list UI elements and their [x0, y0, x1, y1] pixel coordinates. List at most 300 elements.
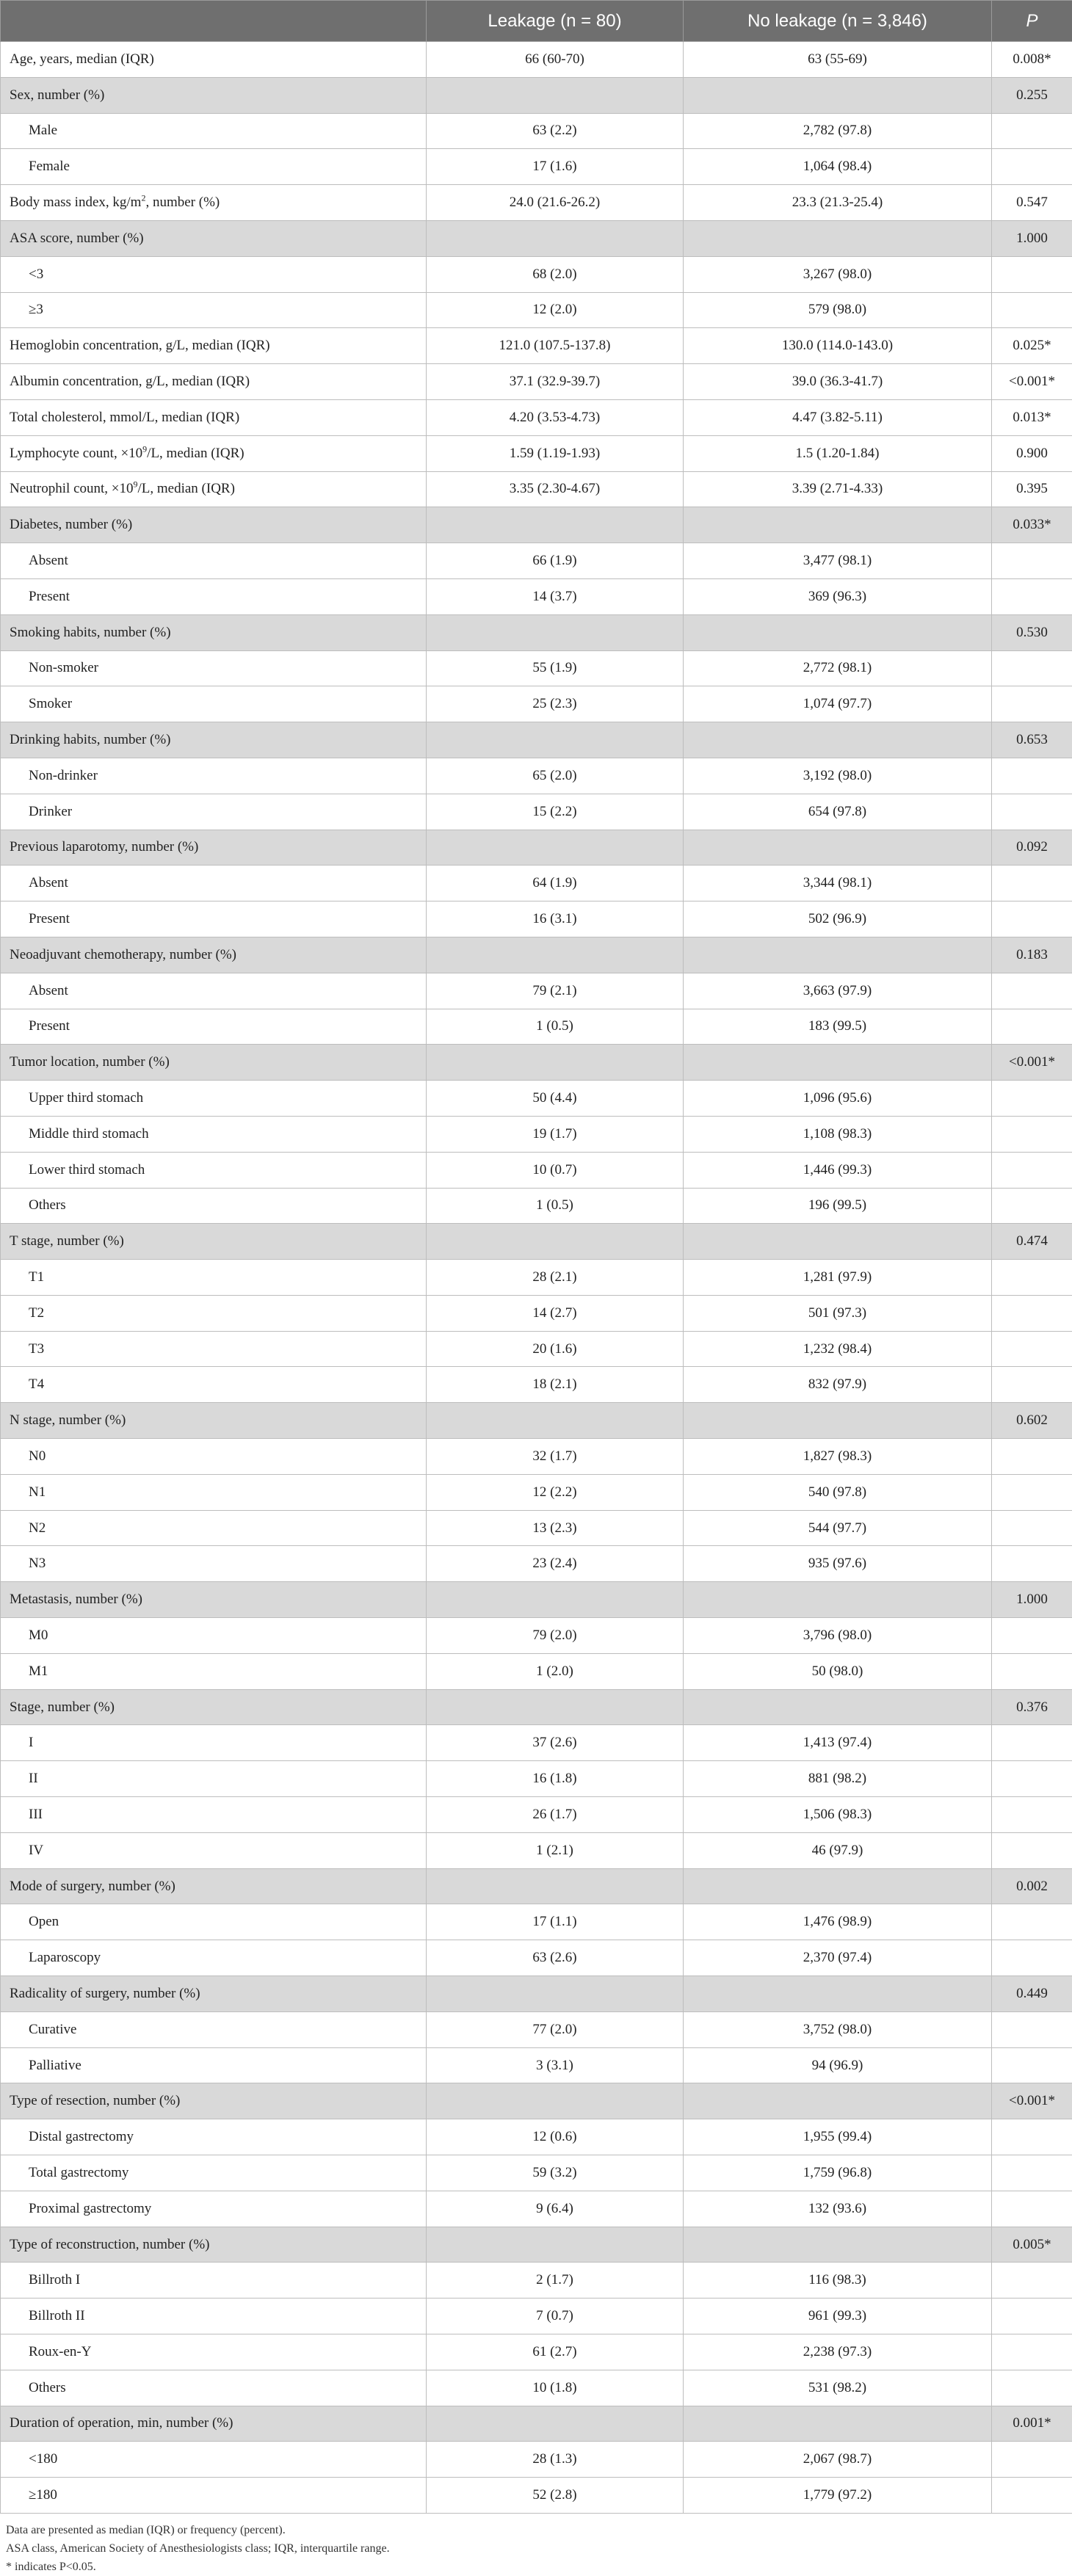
cell-p-value [992, 2334, 1072, 2370]
table-row [1, 1904, 1072, 1940]
row-label: Neoadjuvant chemotherapy, number (%) [1, 937, 427, 973]
cell-leakage: 28 (2.1) [427, 1260, 684, 1296]
table-section-row [1, 77, 1072, 113]
row-label: Hemoglobin concentration, g/L, median (IQR) [1, 328, 427, 364]
cell-p-value [992, 2191, 1072, 2227]
cell-p-value: 0.013* [992, 399, 1072, 435]
row-label: Type of resection, number (%) [1, 2083, 427, 2119]
cell-p-value [992, 1797, 1072, 1833]
table-row [1, 794, 1072, 830]
table-row [1, 399, 1072, 435]
row-label: Type of reconstruction, number (%) [1, 2227, 427, 2263]
cell-no-leakage: 130.0 (114.0-143.0) [684, 328, 992, 364]
cell-p-value [992, 1188, 1072, 1224]
cell-leakage: 10 (0.7) [427, 1152, 684, 1188]
cell-no-leakage: 935 (97.6) [684, 1546, 992, 1582]
cell-p-value [992, 1081, 1072, 1117]
row-label: Total gastrectomy [1, 2155, 427, 2191]
row-label: N1 [1, 1474, 427, 1510]
row-label: T1 [1, 1260, 427, 1296]
cell-p-value [992, 1474, 1072, 1510]
cell-p-value [992, 1439, 1072, 1475]
cell-leakage: 3 (3.1) [427, 2047, 684, 2083]
row-label: T4 [1, 1367, 427, 1403]
cell-p-value [992, 543, 1072, 579]
table-row [1, 256, 1072, 292]
cell-leakage: 9 (6.4) [427, 2191, 684, 2227]
cell-p-value: 0.255 [992, 77, 1072, 113]
cell-p-value: 0.900 [992, 435, 1072, 471]
cell-leakage [427, 722, 684, 758]
row-label: Smoking habits, number (%) [1, 614, 427, 650]
cell-no-leakage: 1,074 (97.7) [684, 686, 992, 722]
cell-no-leakage [684, 614, 992, 650]
cell-p-value: 0.002 [992, 1868, 1072, 1904]
cell-p-value: 0.530 [992, 614, 1072, 650]
table-row [1, 901, 1072, 937]
cell-no-leakage [684, 1403, 992, 1439]
cell-no-leakage: 1,955 (99.4) [684, 2119, 992, 2155]
row-label: Previous laparotomy, number (%) [1, 830, 427, 866]
row-label: Others [1, 1188, 427, 1224]
table-row [1, 1152, 1072, 1188]
cell-leakage: 23 (2.4) [427, 1546, 684, 1582]
cell-leakage: 25 (2.3) [427, 686, 684, 722]
row-label: Age, years, median (IQR) [1, 42, 427, 78]
cell-p-value: 1.000 [992, 220, 1072, 256]
cell-p-value [992, 1653, 1072, 1689]
cell-p-value [992, 2442, 1072, 2478]
cell-no-leakage: 3,663 (97.9) [684, 973, 992, 1009]
table-section-row [1, 2227, 1072, 2263]
cell-leakage: 2 (1.7) [427, 2263, 684, 2299]
table-row [1, 1295, 1072, 1331]
cell-leakage: 10 (1.8) [427, 2370, 684, 2406]
cell-p-value [992, 1904, 1072, 1940]
cell-p-value [992, 2478, 1072, 2514]
cell-leakage: 66 (60-70) [427, 42, 684, 78]
cell-no-leakage [684, 1224, 992, 1260]
table-section-row [1, 1868, 1072, 1904]
cell-p-value: 0.183 [992, 937, 1072, 973]
cell-leakage [427, 2083, 684, 2119]
row-label: Others [1, 2370, 427, 2406]
row-label: Distal gastrectomy [1, 2119, 427, 2155]
cell-no-leakage [684, 722, 992, 758]
cell-p-value: 0.092 [992, 830, 1072, 866]
table-row [1, 1725, 1072, 1761]
table-row [1, 758, 1072, 794]
row-label: Stage, number (%) [1, 1689, 427, 1725]
table-row [1, 1618, 1072, 1654]
cell-no-leakage [684, 1868, 992, 1904]
table-section-row [1, 1582, 1072, 1618]
cell-leakage: 52 (2.8) [427, 2478, 684, 2514]
cell-p-value [992, 1260, 1072, 1296]
table-row [1, 686, 1072, 722]
row-label: Absent [1, 866, 427, 901]
table-row [1, 2155, 1072, 2191]
table-section-row [1, 1224, 1072, 1260]
row-label: T2 [1, 1295, 427, 1331]
cell-leakage [427, 1224, 684, 1260]
row-label: ASA score, number (%) [1, 220, 427, 256]
table-row [1, 1510, 1072, 1546]
cell-leakage: 61 (2.7) [427, 2334, 684, 2370]
row-label: Palliative [1, 2047, 427, 2083]
cell-no-leakage [684, 937, 992, 973]
cell-p-value [992, 149, 1072, 185]
cell-p-value [992, 2263, 1072, 2299]
table-section-row [1, 614, 1072, 650]
cell-leakage: 65 (2.0) [427, 758, 684, 794]
table-row [1, 2334, 1072, 2370]
cell-p-value: <0.001* [992, 364, 1072, 400]
cell-p-value [992, 1940, 1072, 1976]
table-row [1, 1081, 1072, 1117]
cell-p-value [992, 901, 1072, 937]
row-label: Lymphocyte count, $\times 10^9/L$, median (IQR) [1, 435, 427, 471]
cell-no-leakage: 63 (55-69) [684, 42, 992, 78]
row-label: Male [1, 113, 427, 149]
table-row [1, 185, 1072, 221]
cell-leakage: 1.59 (1.19-1.93) [427, 435, 684, 471]
cell-p-value [992, 1510, 1072, 1546]
cell-leakage: 1 (2.1) [427, 1832, 684, 1868]
table-row [1, 149, 1072, 185]
cell-leakage: 37 (2.6) [427, 1725, 684, 1761]
cell-p-value: 0.653 [992, 722, 1072, 758]
row-label: Present [1, 578, 427, 614]
cell-no-leakage: 540 (97.8) [684, 1474, 992, 1510]
row-label: Smoker [1, 686, 427, 722]
cell-no-leakage: 579 (98.0) [684, 292, 992, 328]
row-label: Non-drinker [1, 758, 427, 794]
table-row [1, 1331, 1072, 1367]
cell-leakage: 28 (1.3) [427, 2442, 684, 2478]
table-row [1, 578, 1072, 614]
cell-p-value: <0.001* [992, 2083, 1072, 2119]
cell-p-value [992, 1725, 1072, 1761]
table-row [1, 2299, 1072, 2334]
table-row [1, 471, 1072, 507]
table-section-row [1, 830, 1072, 866]
cell-leakage: 4.20 (3.53-4.73) [427, 399, 684, 435]
row-label: Radicality of surgery, number (%) [1, 1976, 427, 2012]
row-label: IV [1, 1832, 427, 1868]
row-label: Diabetes, number (%) [1, 507, 427, 543]
cell-leakage [427, 1689, 684, 1725]
cell-no-leakage: 531 (98.2) [684, 2370, 992, 2406]
cell-no-leakage: 961 (99.3) [684, 2299, 992, 2334]
table-row [1, 973, 1072, 1009]
cell-leakage: 79 (2.0) [427, 1618, 684, 1654]
footnote: ASA class, American Society of Anesthesiologists class; IQR, interquartile range. [6, 2539, 1066, 2558]
table-section-row [1, 507, 1072, 543]
cell-no-leakage: 2,067 (98.7) [684, 2442, 992, 2478]
table-row [1, 1260, 1072, 1296]
cell-no-leakage: 50 (98.0) [684, 1653, 992, 1689]
row-label: Lower third stomach [1, 1152, 427, 1188]
cell-p-value [992, 2119, 1072, 2155]
cell-no-leakage [684, 830, 992, 866]
cell-p-value [992, 758, 1072, 794]
cell-leakage: 24.0 (21.6-26.2) [427, 185, 684, 221]
cell-no-leakage: 832 (97.9) [684, 1367, 992, 1403]
cell-no-leakage [684, 2083, 992, 2119]
header-variable [1, 1, 427, 42]
cell-no-leakage: 2,370 (97.4) [684, 1940, 992, 1976]
cell-p-value [992, 1152, 1072, 1188]
table-section-row [1, 1045, 1072, 1081]
cell-p-value [992, 2299, 1072, 2334]
row-label: T stage, number (%) [1, 1224, 427, 1260]
row-label: Proximal gastrectomy [1, 2191, 427, 2227]
row-label: Drinker [1, 794, 427, 830]
cell-no-leakage: 46 (97.9) [684, 1832, 992, 1868]
header-p-value: P [992, 1, 1072, 42]
cell-no-leakage: 881 (98.2) [684, 1761, 992, 1797]
cell-leakage: 66 (1.9) [427, 543, 684, 579]
cell-p-value [992, 1832, 1072, 1868]
cell-leakage: 77 (2.0) [427, 2011, 684, 2047]
table-row [1, 2442, 1072, 2478]
cell-leakage: 68 (2.0) [427, 256, 684, 292]
row-label: <180 [1, 2442, 427, 2478]
row-label: ≥3 [1, 292, 427, 328]
cell-p-value [992, 1367, 1072, 1403]
cell-no-leakage: 1,446 (99.3) [684, 1152, 992, 1188]
table-row [1, 292, 1072, 328]
cell-p-value [992, 256, 1072, 292]
row-label: Tumor location, number (%) [1, 1045, 427, 1081]
row-label: M1 [1, 1653, 427, 1689]
table-row [1, 2119, 1072, 2155]
cell-p-value [992, 973, 1072, 1009]
cell-leakage: 7 (0.7) [427, 2299, 684, 2334]
row-label: Middle third stomach [1, 1116, 427, 1152]
cell-leakage: 1 (0.5) [427, 1188, 684, 1224]
table-row [1, 1761, 1072, 1797]
cell-no-leakage: 3,796 (98.0) [684, 1618, 992, 1654]
cell-no-leakage: 1,413 (97.4) [684, 1725, 992, 1761]
cell-no-leakage: 2,772 (98.1) [684, 650, 992, 686]
cell-p-value [992, 113, 1072, 149]
cell-p-value [992, 578, 1072, 614]
cell-no-leakage: 1,779 (97.2) [684, 2478, 992, 2514]
cell-leakage: 13 (2.3) [427, 1510, 684, 1546]
row-label: Neutrophil count, $\times 10^9/L$, median (IQR) [1, 471, 427, 507]
cell-no-leakage: 4.47 (3.82-5.11) [684, 399, 992, 435]
table-row [1, 2370, 1072, 2406]
cell-no-leakage [684, 1689, 992, 1725]
row-label: Billroth II [1, 2299, 427, 2334]
cell-leakage: 64 (1.9) [427, 866, 684, 901]
cell-p-value [992, 1618, 1072, 1654]
cell-leakage [427, 507, 684, 543]
row-label: Absent [1, 543, 427, 579]
header-no-leakage: No leakage (n = 3,846) [684, 1, 992, 42]
table-section-row [1, 2083, 1072, 2119]
cell-no-leakage: 1,096 (95.6) [684, 1081, 992, 1117]
cell-leakage: 20 (1.6) [427, 1331, 684, 1367]
cell-leakage: 19 (1.7) [427, 1116, 684, 1152]
table-section-row [1, 722, 1072, 758]
row-label: <3 [1, 256, 427, 292]
row-label: Non-smoker [1, 650, 427, 686]
table-section-row [1, 2406, 1072, 2442]
cell-leakage: 18 (2.1) [427, 1367, 684, 1403]
table-section-row [1, 1976, 1072, 2012]
cell-p-value [992, 1331, 1072, 1367]
table-row [1, 328, 1072, 364]
cell-leakage [427, 2406, 684, 2442]
table-section-row [1, 937, 1072, 973]
cell-no-leakage: 1,232 (98.4) [684, 1331, 992, 1367]
cell-leakage: 12 (2.2) [427, 1474, 684, 1510]
table-row [1, 2191, 1072, 2227]
row-label: N0 [1, 1439, 427, 1475]
cell-p-value [992, 1116, 1072, 1152]
row-label: Laparoscopy [1, 1940, 427, 1976]
table-row [1, 650, 1072, 686]
cell-no-leakage: 3,344 (98.1) [684, 866, 992, 901]
cell-no-leakage: 2,782 (97.8) [684, 113, 992, 149]
cell-leakage [427, 2227, 684, 2263]
cell-leakage: 121.0 (107.5-137.8) [427, 328, 684, 364]
cell-leakage: 17 (1.6) [427, 149, 684, 185]
row-label: Female [1, 149, 427, 185]
cell-p-value: 1.000 [992, 1582, 1072, 1618]
cell-leakage: 14 (3.7) [427, 578, 684, 614]
cell-no-leakage: 1,476 (98.9) [684, 1904, 992, 1940]
cell-no-leakage: 1,827 (98.3) [684, 1439, 992, 1475]
cell-no-leakage: 183 (99.5) [684, 1009, 992, 1045]
cell-leakage: 63 (2.2) [427, 113, 684, 149]
table-row [1, 1439, 1072, 1475]
row-label: N3 [1, 1546, 427, 1582]
cell-leakage: 16 (3.1) [427, 901, 684, 937]
cell-leakage: 63 (2.6) [427, 1940, 684, 1976]
cell-no-leakage: 1,281 (97.9) [684, 1260, 992, 1296]
cell-p-value [992, 2047, 1072, 2083]
table-row [1, 1188, 1072, 1224]
cell-no-leakage [684, 1976, 992, 2012]
cell-no-leakage: 3,752 (98.0) [684, 2011, 992, 2047]
cell-leakage [427, 1403, 684, 1439]
cell-p-value [992, 2011, 1072, 2047]
cell-leakage [427, 937, 684, 973]
cell-leakage: 79 (2.1) [427, 973, 684, 1009]
cell-no-leakage: 1,759 (96.8) [684, 2155, 992, 2191]
row-label: Duration of operation, min, number (%) [1, 2406, 427, 2442]
cell-leakage: 17 (1.1) [427, 1904, 684, 1940]
row-label: Roux-en-Y [1, 2334, 427, 2370]
table-row [1, 1009, 1072, 1045]
row-label: ≥180 [1, 2478, 427, 2514]
cell-no-leakage [684, 2406, 992, 2442]
cell-p-value [992, 1761, 1072, 1797]
cell-leakage [427, 1582, 684, 1618]
table-row [1, 1797, 1072, 1833]
cell-p-value: 0.547 [992, 185, 1072, 221]
cell-p-value: 0.025* [992, 328, 1072, 364]
row-label: Albumin concentration, g/L, median (IQR) [1, 364, 427, 400]
row-label: T3 [1, 1331, 427, 1367]
row-label: Total cholesterol, mmol/L, median (IQR) [1, 399, 427, 435]
row-label: Present [1, 901, 427, 937]
cell-leakage [427, 1868, 684, 1904]
cell-p-value [992, 1295, 1072, 1331]
table-row [1, 1546, 1072, 1582]
cell-no-leakage: 1,064 (98.4) [684, 149, 992, 185]
cell-no-leakage [684, 1045, 992, 1081]
cell-no-leakage: 3,192 (98.0) [684, 758, 992, 794]
cell-leakage: 16 (1.8) [427, 1761, 684, 1797]
cell-leakage: 37.1 (32.9-39.7) [427, 364, 684, 400]
cell-p-value: 0.001* [992, 2406, 1072, 2442]
cell-leakage [427, 830, 684, 866]
cell-no-leakage [684, 2227, 992, 2263]
cell-leakage: 26 (1.7) [427, 1797, 684, 1833]
row-label: II [1, 1761, 427, 1797]
row-label: Drinking habits, number (%) [1, 722, 427, 758]
header-leakage: Leakage (n = 80) [427, 1, 684, 42]
cell-leakage: 14 (2.7) [427, 1295, 684, 1331]
cell-p-value: <0.001* [992, 1045, 1072, 1081]
table-row [1, 113, 1072, 149]
table-row [1, 866, 1072, 901]
table-section-row [1, 1689, 1072, 1725]
table-header-row [1, 1, 1072, 42]
cell-leakage [427, 220, 684, 256]
table-row [1, 2047, 1072, 2083]
row-label: I [1, 1725, 427, 1761]
cell-no-leakage: 2,238 (97.3) [684, 2334, 992, 2370]
cell-no-leakage: 94 (96.9) [684, 2047, 992, 2083]
cell-no-leakage [684, 77, 992, 113]
table-row [1, 364, 1072, 400]
table-row [1, 1367, 1072, 1403]
cell-leakage: 1 (2.0) [427, 1653, 684, 1689]
table-row [1, 1474, 1072, 1510]
table-row [1, 2478, 1072, 2514]
cell-no-leakage: 196 (99.5) [684, 1188, 992, 1224]
row-label: Upper third stomach [1, 1081, 427, 1117]
cell-no-leakage: 1.5 (1.20-1.84) [684, 435, 992, 471]
row-label: N2 [1, 1510, 427, 1546]
cell-p-value: 0.602 [992, 1403, 1072, 1439]
cell-p-value [992, 292, 1072, 328]
row-label: Absent [1, 973, 427, 1009]
row-label: N stage, number (%) [1, 1403, 427, 1439]
row-label: Mode of surgery, number (%) [1, 1868, 427, 1904]
cell-leakage [427, 77, 684, 113]
table-row [1, 435, 1072, 471]
cell-no-leakage [684, 220, 992, 256]
table-row [1, 1832, 1072, 1868]
cell-no-leakage: 369 (96.3) [684, 578, 992, 614]
row-label: Curative [1, 2011, 427, 2047]
cell-leakage: 55 (1.9) [427, 650, 684, 686]
cell-p-value [992, 1546, 1072, 1582]
cell-no-leakage: 3,477 (98.1) [684, 543, 992, 579]
table-footnotes [0, 2514, 1072, 2576]
cell-p-value [992, 794, 1072, 830]
cell-leakage: 12 (2.0) [427, 292, 684, 328]
cell-no-leakage [684, 1582, 992, 1618]
cell-p-value [992, 2155, 1072, 2191]
